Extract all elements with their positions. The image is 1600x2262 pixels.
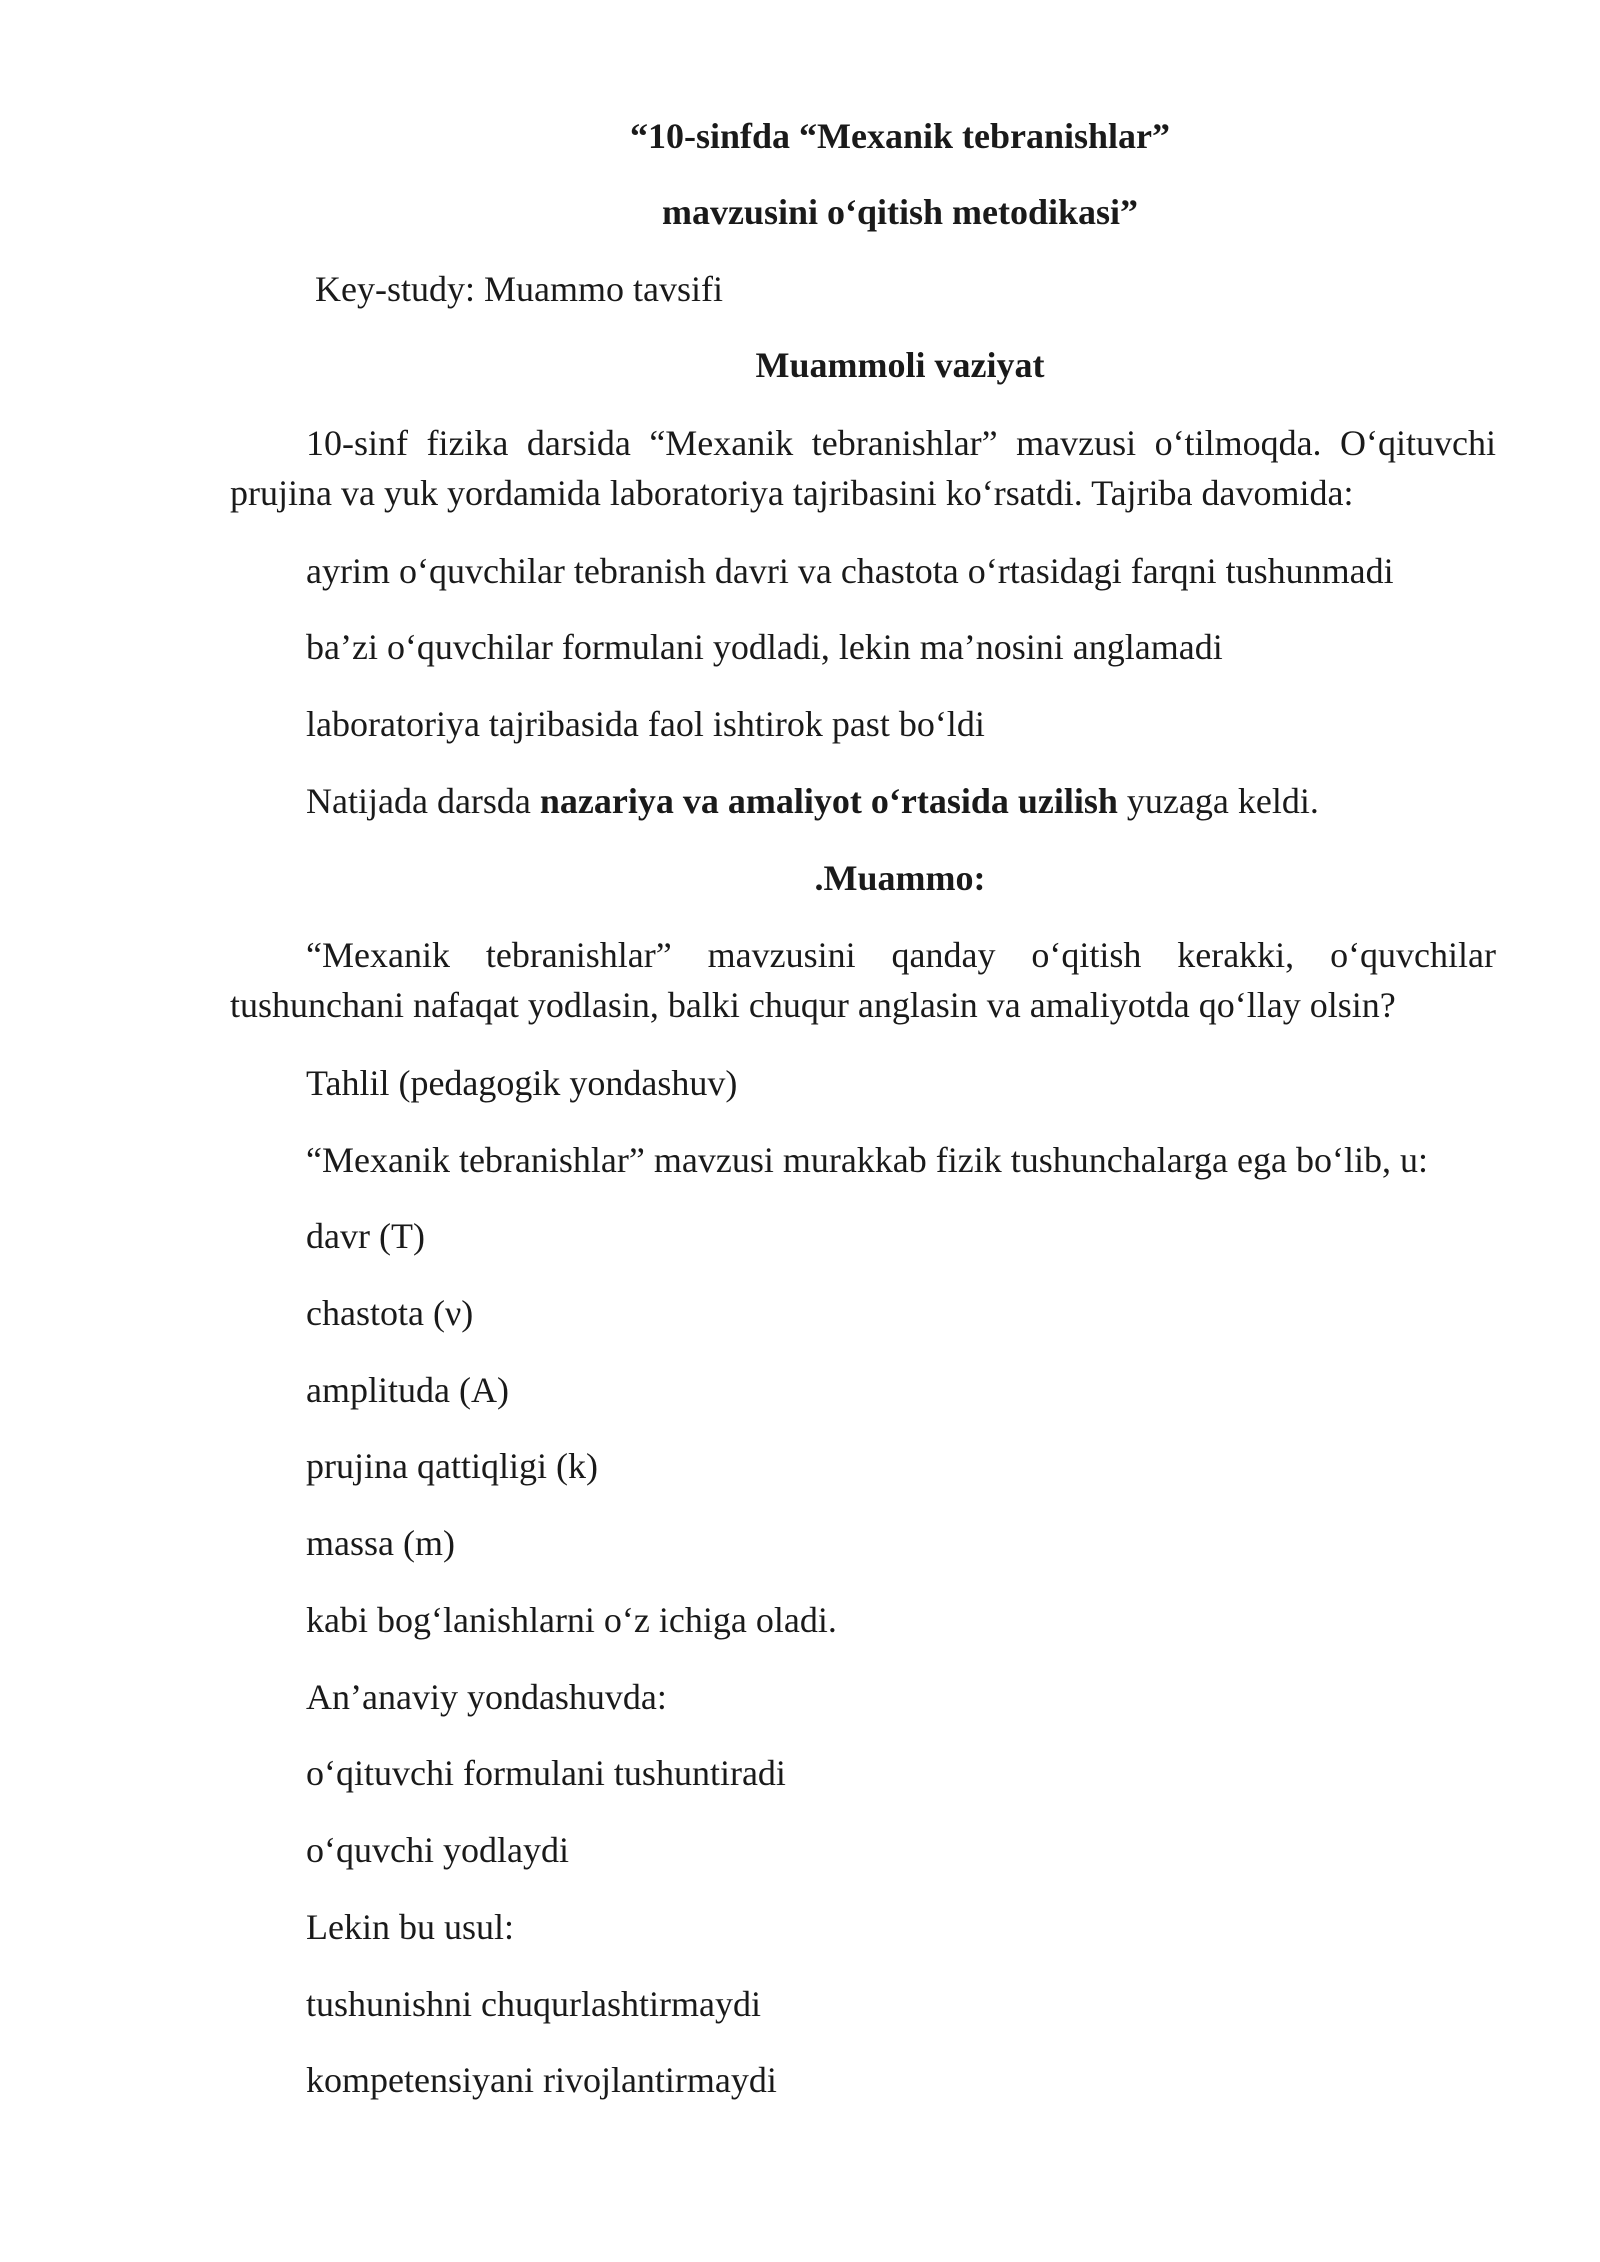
- drawback-item: kompetensiyani rivojlantirmaydi: [306, 2060, 777, 2100]
- concept-item: amplituda (A): [306, 1370, 509, 1410]
- title-line-1: “10-sinfda “Mexanik tebranishlar”: [629, 116, 1171, 156]
- situation-paragraph: 10-sinf fizika darsida “Mexanik tebranishlar” mavzusi o‘tilmoqda. O‘qituvchi prujina va yuk yordamida laboratoriya tajribasini ko‘rsatdi. Tajriba davomida:: [230, 423, 1496, 513]
- concept-item: davr (T): [306, 1216, 425, 1256]
- concept-item: prujina qattiqligi (k): [306, 1446, 598, 1486]
- concept-item: massa (m): [306, 1523, 455, 1563]
- traditional-heading: An’anaviy yondashuvda:: [306, 1677, 667, 1717]
- traditional-item: o‘qituvchi formulani tushuntiradi: [306, 1753, 786, 1793]
- analysis-intro: “Mexanik tebranishlar” mavzusi murakkab fizik tushunchalarga ega bo‘lib, u:: [306, 1140, 1428, 1180]
- result-text-bold: nazariya va amaliyot o‘rtasida uzilish: [539, 781, 1118, 821]
- key-study-label: Key-study: Muammo tavsifi: [315, 269, 723, 309]
- situation-item: laboratoriya tajribasida faol ishtirok past bo‘ldi: [306, 704, 985, 744]
- title-line-2: mavzusini o‘qitish metodikasi”: [661, 192, 1139, 232]
- situation-item: ba’zi o‘quvchilar formulani yodladi, lekin ma’nosini anglamadi: [306, 627, 1223, 667]
- heading-problem: .Muammo:: [814, 858, 986, 898]
- analysis-heading: Tahlil (pedagogik yondashuv): [306, 1063, 738, 1103]
- concepts-outro: kabi bog‘lanishlarni o‘z ichiga oladi.: [306, 1600, 837, 1640]
- result-text-after: yuzaga keldi.: [1117, 781, 1319, 821]
- heading-situation: Muammoli vaziyat: [755, 345, 1045, 385]
- result-line: [306, 776, 1319, 826]
- situation-item: ayrim o‘quvchilar tebranish davri va chastota o‘rtasidagi farqni tushunmadi: [306, 551, 1394, 591]
- result-text-before: Natijada darsda: [306, 781, 540, 821]
- concept-item: chastota (ν): [306, 1293, 474, 1333]
- but-heading: Lekin bu usul:: [306, 1907, 514, 1947]
- problem-paragraph: “Mexanik tebranishlar” mavzusini qanday o‘qitish kerakki, o‘quvchilar tushunchani nafaqat yodlasin, balki chuqur anglasin va amaliyotda qo‘llay olsin?: [230, 935, 1496, 1025]
- traditional-item: o‘quvchi yodlaydi: [306, 1830, 569, 1870]
- drawback-item: tushunishni chuqurlashtirmaydi: [306, 1984, 761, 2024]
